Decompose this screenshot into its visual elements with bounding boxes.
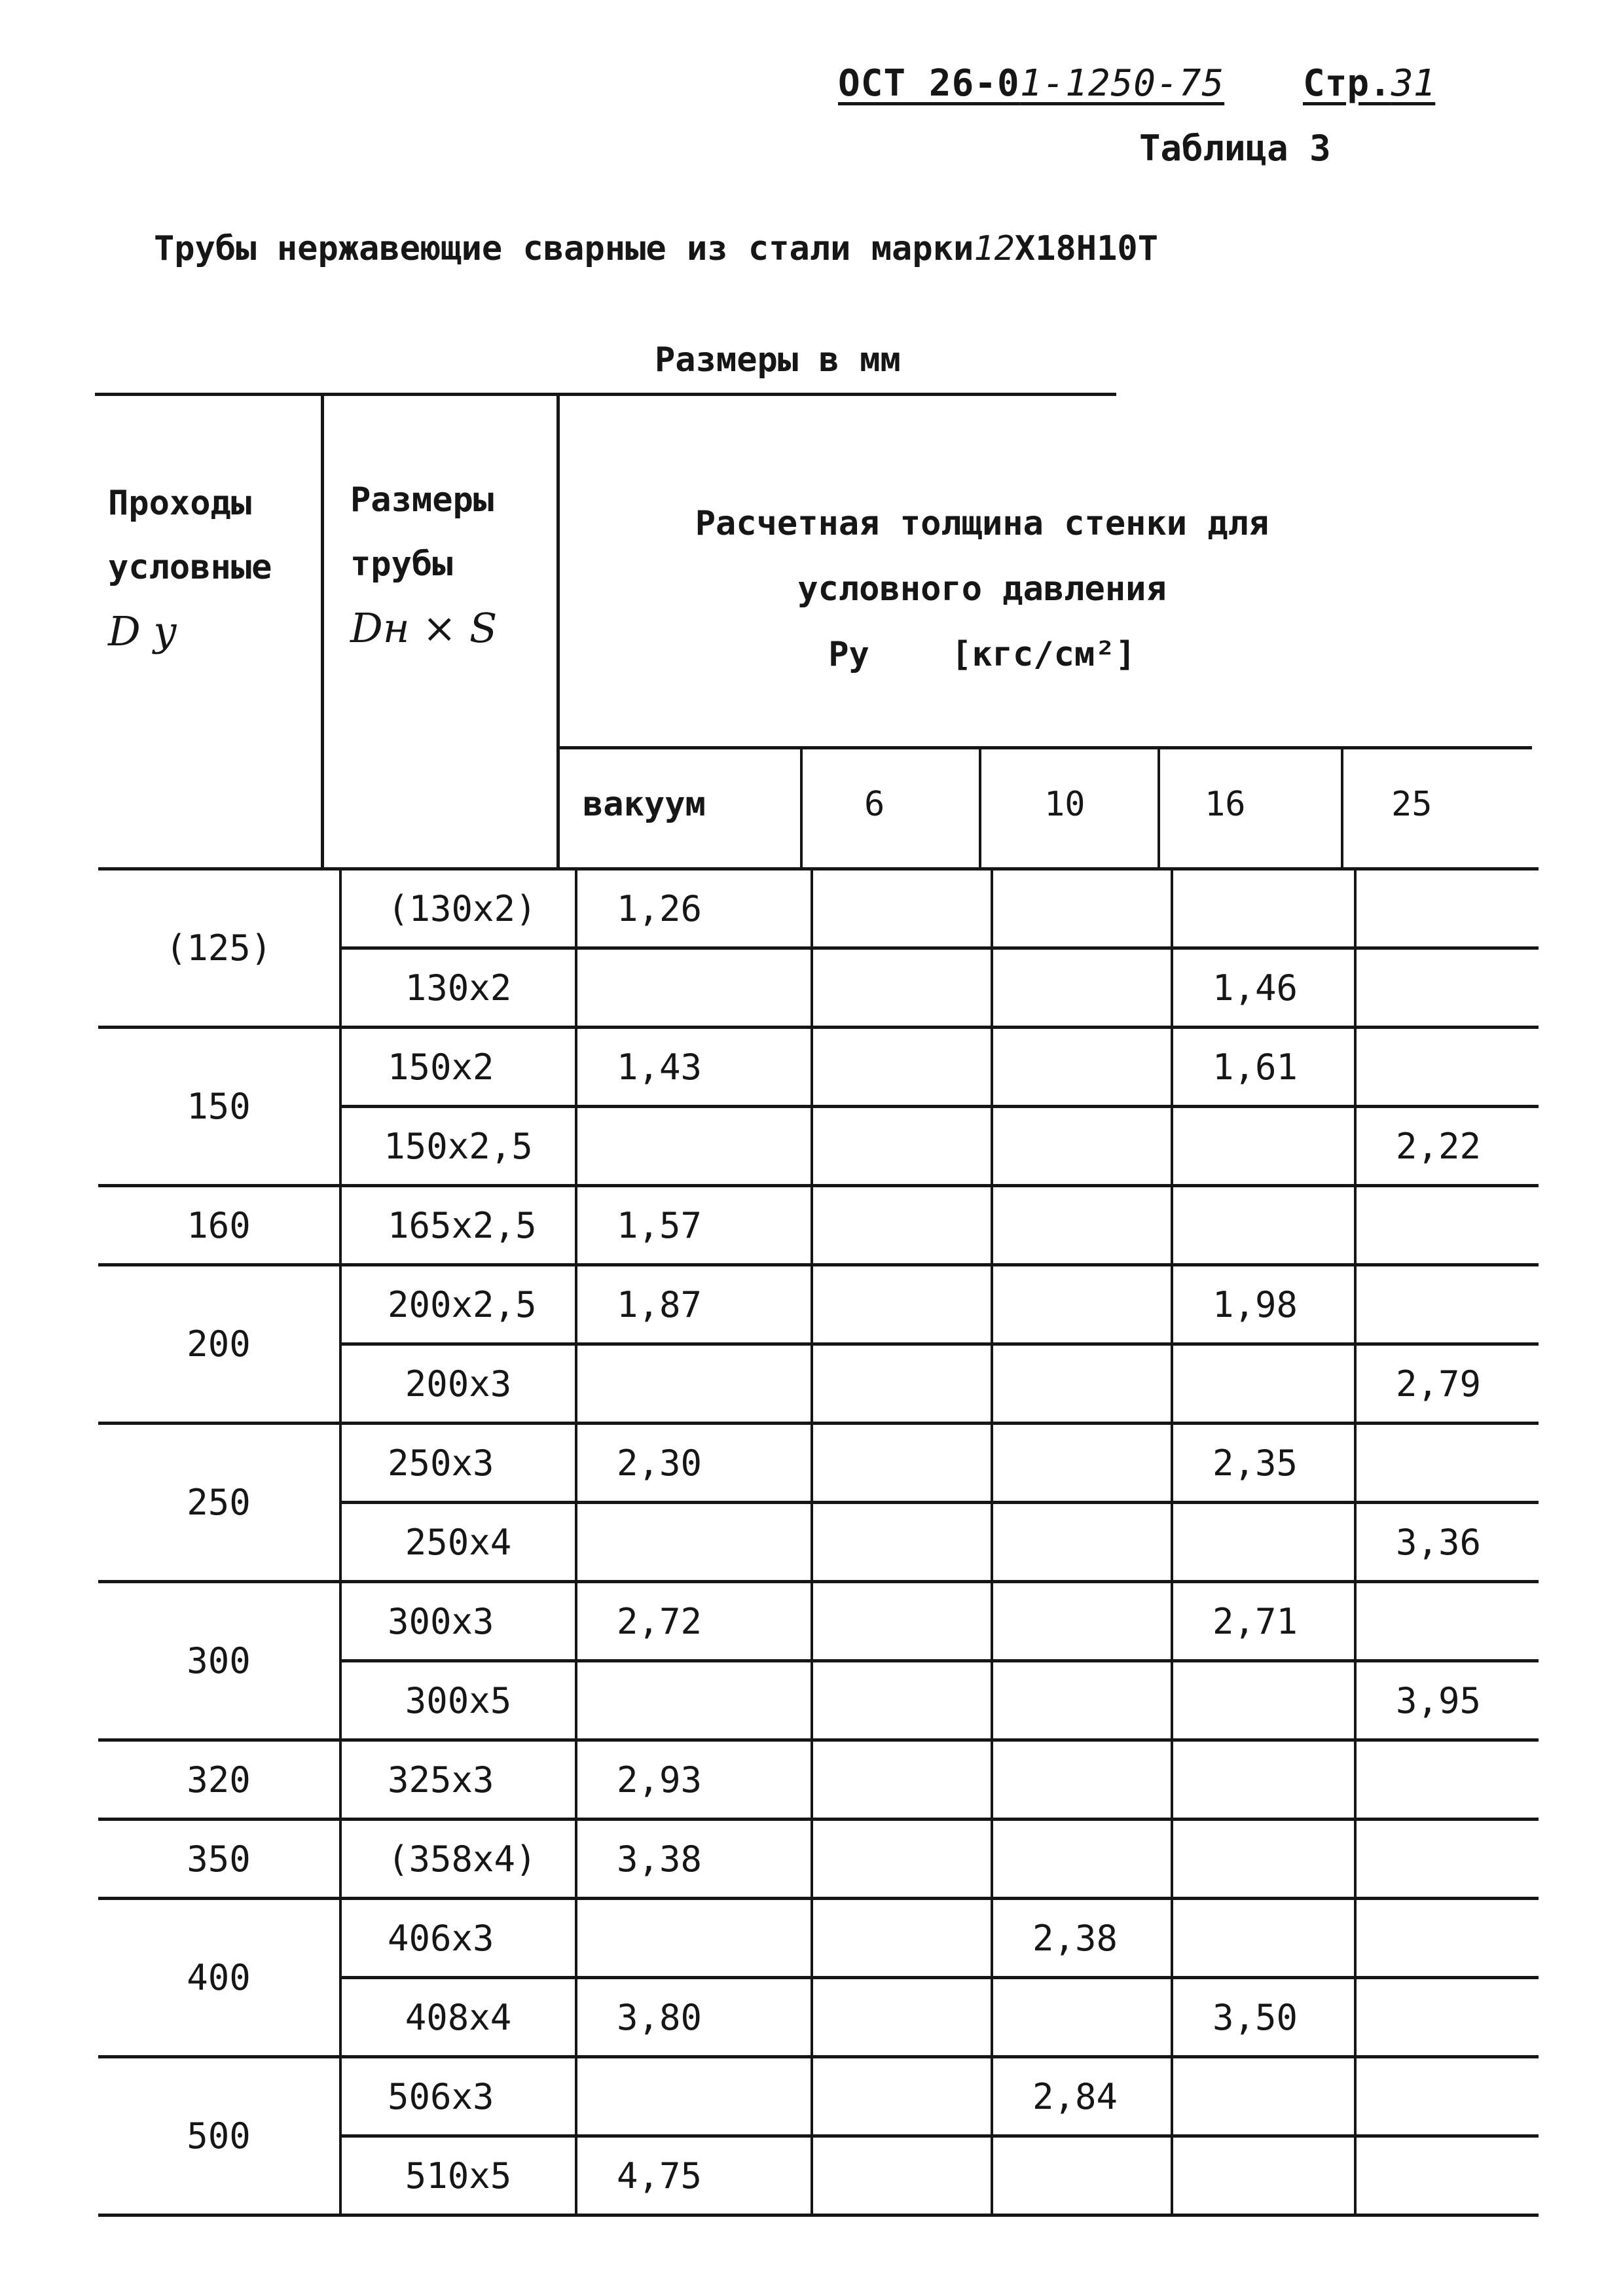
thickness-cell <box>576 1899 812 1978</box>
thickness-cell: 1,26 <box>576 869 812 948</box>
thickness-cell <box>1355 1265 1539 1344</box>
thickness-cell <box>992 2136 1172 2215</box>
pipe-size-cell: (130х2) <box>340 869 576 948</box>
units-note: Размеры в мм <box>655 340 901 380</box>
thickness-cell <box>1172 1186 1355 1265</box>
pipe-size-cell: 165х2,5 <box>340 1186 576 1265</box>
thickness-cell <box>576 1503 812 1582</box>
pressure-col-vacuum: вакуум <box>583 785 706 824</box>
pipe-size-symbol: Dн × S <box>350 604 498 652</box>
thickness-cell: 2,71 <box>1172 1582 1355 1661</box>
thickness-cell <box>1355 948 1539 1028</box>
thickness-cell <box>812 1661 992 1740</box>
thickness-cell <box>992 1661 1172 1740</box>
table-row <box>98 1899 1539 1978</box>
thickness-cell <box>992 1265 1172 1344</box>
thickness-cell <box>992 1582 1172 1661</box>
thickness-cell <box>812 1899 992 1978</box>
thickness-cell: 1,57 <box>576 1186 812 1265</box>
thickness-cell <box>992 1028 1172 1107</box>
pressure-col-divider-2 <box>979 746 981 867</box>
thickness-cell <box>1172 1344 1355 1424</box>
thickness-cell: 2,22 <box>1355 1107 1539 1186</box>
thickness-cell <box>812 869 992 948</box>
pipe-size-cell: 250х4 <box>340 1503 576 1582</box>
header-pipe-size: Размеры трубы Dн × S <box>350 468 534 660</box>
pressure-subheader-rule <box>556 746 1532 749</box>
thickness-cell <box>576 948 812 1028</box>
nominal-bore-cell: 200 <box>98 1265 340 1424</box>
table-row <box>98 1028 1539 1107</box>
thickness-cell: 1,87 <box>576 1265 812 1344</box>
thickness-cell: 3,38 <box>576 1820 812 1899</box>
pipe-size-cell: 130х2 <box>340 948 576 1028</box>
thickness-cell <box>992 1186 1172 1265</box>
table-row <box>98 1820 1539 1899</box>
pressure-col-6: 6 <box>864 785 885 824</box>
thickness-cell: 1,46 <box>1172 948 1355 1028</box>
pipe-size-cell: 150х2,5 <box>340 1107 576 1186</box>
page-number: Стр.31 <box>1303 62 1436 105</box>
pressure-col-divider-1 <box>800 746 803 867</box>
thickness-cell <box>992 1740 1172 1820</box>
table-row <box>98 1740 1539 1820</box>
thickness-cell: 1,61 <box>1172 1028 1355 1107</box>
thickness-cell <box>812 1503 992 1582</box>
thickness-cell <box>992 1424 1172 1503</box>
thickness-cell <box>812 1820 992 1899</box>
thickness-cell <box>812 1344 992 1424</box>
thickness-cell <box>1172 2057 1355 2136</box>
pressure-col-divider-4 <box>1341 746 1343 867</box>
pressure-col-25: 25 <box>1391 785 1432 824</box>
thickness-cell <box>812 1582 992 1661</box>
pipe-size-cell: 506х3 <box>340 2057 576 2136</box>
pressure-symbol: Ру <box>828 635 869 674</box>
pressure-col-10: 10 <box>1044 785 1085 824</box>
table-row <box>98 1265 1539 1344</box>
pressure-col-16: 16 <box>1205 785 1246 824</box>
nominal-bore-cell: (125) <box>98 869 340 1028</box>
pipe-size-cell: 300х5 <box>340 1661 576 1740</box>
thickness-cell <box>812 1978 992 2057</box>
thickness-cell <box>576 1661 812 1740</box>
table-row <box>98 2057 1539 2136</box>
nominal-bore-cell: 500 <box>98 2057 340 2215</box>
thickness-cell <box>1355 1186 1539 1265</box>
pressure-col-divider-3 <box>1158 746 1160 867</box>
pressure-unit: [кгс/см²] <box>951 635 1136 674</box>
thickness-cell <box>576 2057 812 2136</box>
thickness-cell <box>812 1424 992 1503</box>
thickness-cell <box>992 1107 1172 1186</box>
nominal-bore-cell: 300 <box>98 1582 340 1740</box>
pipe-size-cell: 510х5 <box>340 2136 576 2215</box>
thickness-cell <box>1172 2136 1355 2215</box>
thickness-cell: 4,75 <box>576 2136 812 2215</box>
title-grade-handwritten: 12 <box>974 229 1015 268</box>
header-top-rule <box>95 393 1116 396</box>
thickness-cell <box>1172 1107 1355 1186</box>
thickness-cell <box>992 1503 1172 1582</box>
thickness-cell <box>1172 1820 1355 1899</box>
thickness-cell: 2,79 <box>1355 1344 1539 1424</box>
thickness-cell <box>1355 1978 1539 2057</box>
nominal-bore-cell: 400 <box>98 1899 340 2057</box>
pipe-size-cell: 406х3 <box>340 1899 576 1978</box>
thickness-cell <box>992 948 1172 1028</box>
thickness-cell <box>1355 2136 1539 2215</box>
thickness-cell: 1,43 <box>576 1028 812 1107</box>
thickness-cell <box>1172 869 1355 948</box>
thickness-cell <box>576 1107 812 1186</box>
thickness-cell <box>812 1265 992 1344</box>
thickness-cell: 3,80 <box>576 1978 812 2057</box>
thickness-cell <box>1355 1820 1539 1899</box>
thickness-cell <box>1355 1899 1539 1978</box>
thickness-cell <box>812 1107 992 1186</box>
header-divider-1 <box>321 393 324 867</box>
thickness-cell <box>992 1978 1172 2057</box>
table-row <box>98 1424 1539 1503</box>
thickness-cell: 2,84 <box>992 2057 1172 2136</box>
header-divider-2 <box>556 393 560 867</box>
thickness-cell <box>1172 1740 1355 1820</box>
thickness-cell <box>1355 1028 1539 1107</box>
pipe-size-cell: 200х3 <box>340 1344 576 1424</box>
thickness-cell <box>812 1186 992 1265</box>
nominal-bore-cell: 320 <box>98 1740 340 1820</box>
nominal-bore-cell: 160 <box>98 1186 340 1265</box>
standard-code: ОСТ 26-01-1250-75 <box>838 62 1225 105</box>
thickness-cell: 3,36 <box>1355 1503 1539 1582</box>
pipe-size-cell: (358х4) <box>340 1820 576 1899</box>
thickness-cell <box>992 1344 1172 1424</box>
thickness-cell <box>812 1740 992 1820</box>
pipe-size-cell: 408х4 <box>340 1978 576 2057</box>
document-title: Трубы нержавеющие сварные из стали марки12Х18Н10Т <box>154 229 1159 268</box>
table-row <box>98 869 1539 948</box>
header-thickness-group: Расчетная толщина стенки для условного давления Ру [кгс/см²] <box>695 504 1269 674</box>
thickness-cell: 2,30 <box>576 1424 812 1503</box>
pipe-size-cell: 300х3 <box>340 1582 576 1661</box>
thickness-cell: 2,72 <box>576 1582 812 1661</box>
table-row <box>98 1186 1539 1265</box>
nominal-bore-cell: 250 <box>98 1424 340 1582</box>
thickness-cell <box>1172 1661 1355 1740</box>
nominal-bore-cell: 150 <box>98 1028 340 1186</box>
thickness-table <box>98 867 1539 2217</box>
thickness-cell <box>1355 869 1539 948</box>
thickness-cell: 2,38 <box>992 1899 1172 1978</box>
thickness-cell <box>812 2136 992 2215</box>
thickness-cell <box>992 869 1172 948</box>
thickness-cell: 1,98 <box>1172 1265 1355 1344</box>
thickness-cell <box>576 1344 812 1424</box>
thickness-cell: 3,50 <box>1172 1978 1355 2057</box>
nominal-bore-symbol: D у <box>108 607 177 655</box>
header-nominal-bore: Проходы условные D у <box>108 471 304 664</box>
thickness-cell <box>812 2057 992 2136</box>
pipe-size-cell: 200х2,5 <box>340 1265 576 1344</box>
thickness-cell <box>1355 1582 1539 1661</box>
thickness-cell <box>1355 1740 1539 1820</box>
thickness-cell <box>812 1028 992 1107</box>
thickness-cell <box>1172 1503 1355 1582</box>
thickness-cell: 2,35 <box>1172 1424 1355 1503</box>
thickness-cell: 3,95 <box>1355 1661 1539 1740</box>
thickness-cell <box>1355 1424 1539 1503</box>
nominal-bore-cell: 350 <box>98 1820 340 1899</box>
table-row <box>98 1582 1539 1661</box>
pipe-size-cell: 250х3 <box>340 1424 576 1503</box>
pipe-size-cell: 150х2 <box>340 1028 576 1107</box>
thickness-cell <box>992 1820 1172 1899</box>
thickness-cell <box>812 948 992 1028</box>
pipe-size-cell: 325х3 <box>340 1740 576 1820</box>
table-number: Таблица 3 <box>1139 128 1331 169</box>
standard-code-handwritten: 1-1250-75 <box>1019 62 1225 105</box>
thickness-cell: 2,93 <box>576 1740 812 1820</box>
thickness-cell <box>1355 2057 1539 2136</box>
thickness-cell <box>1172 1899 1355 1978</box>
